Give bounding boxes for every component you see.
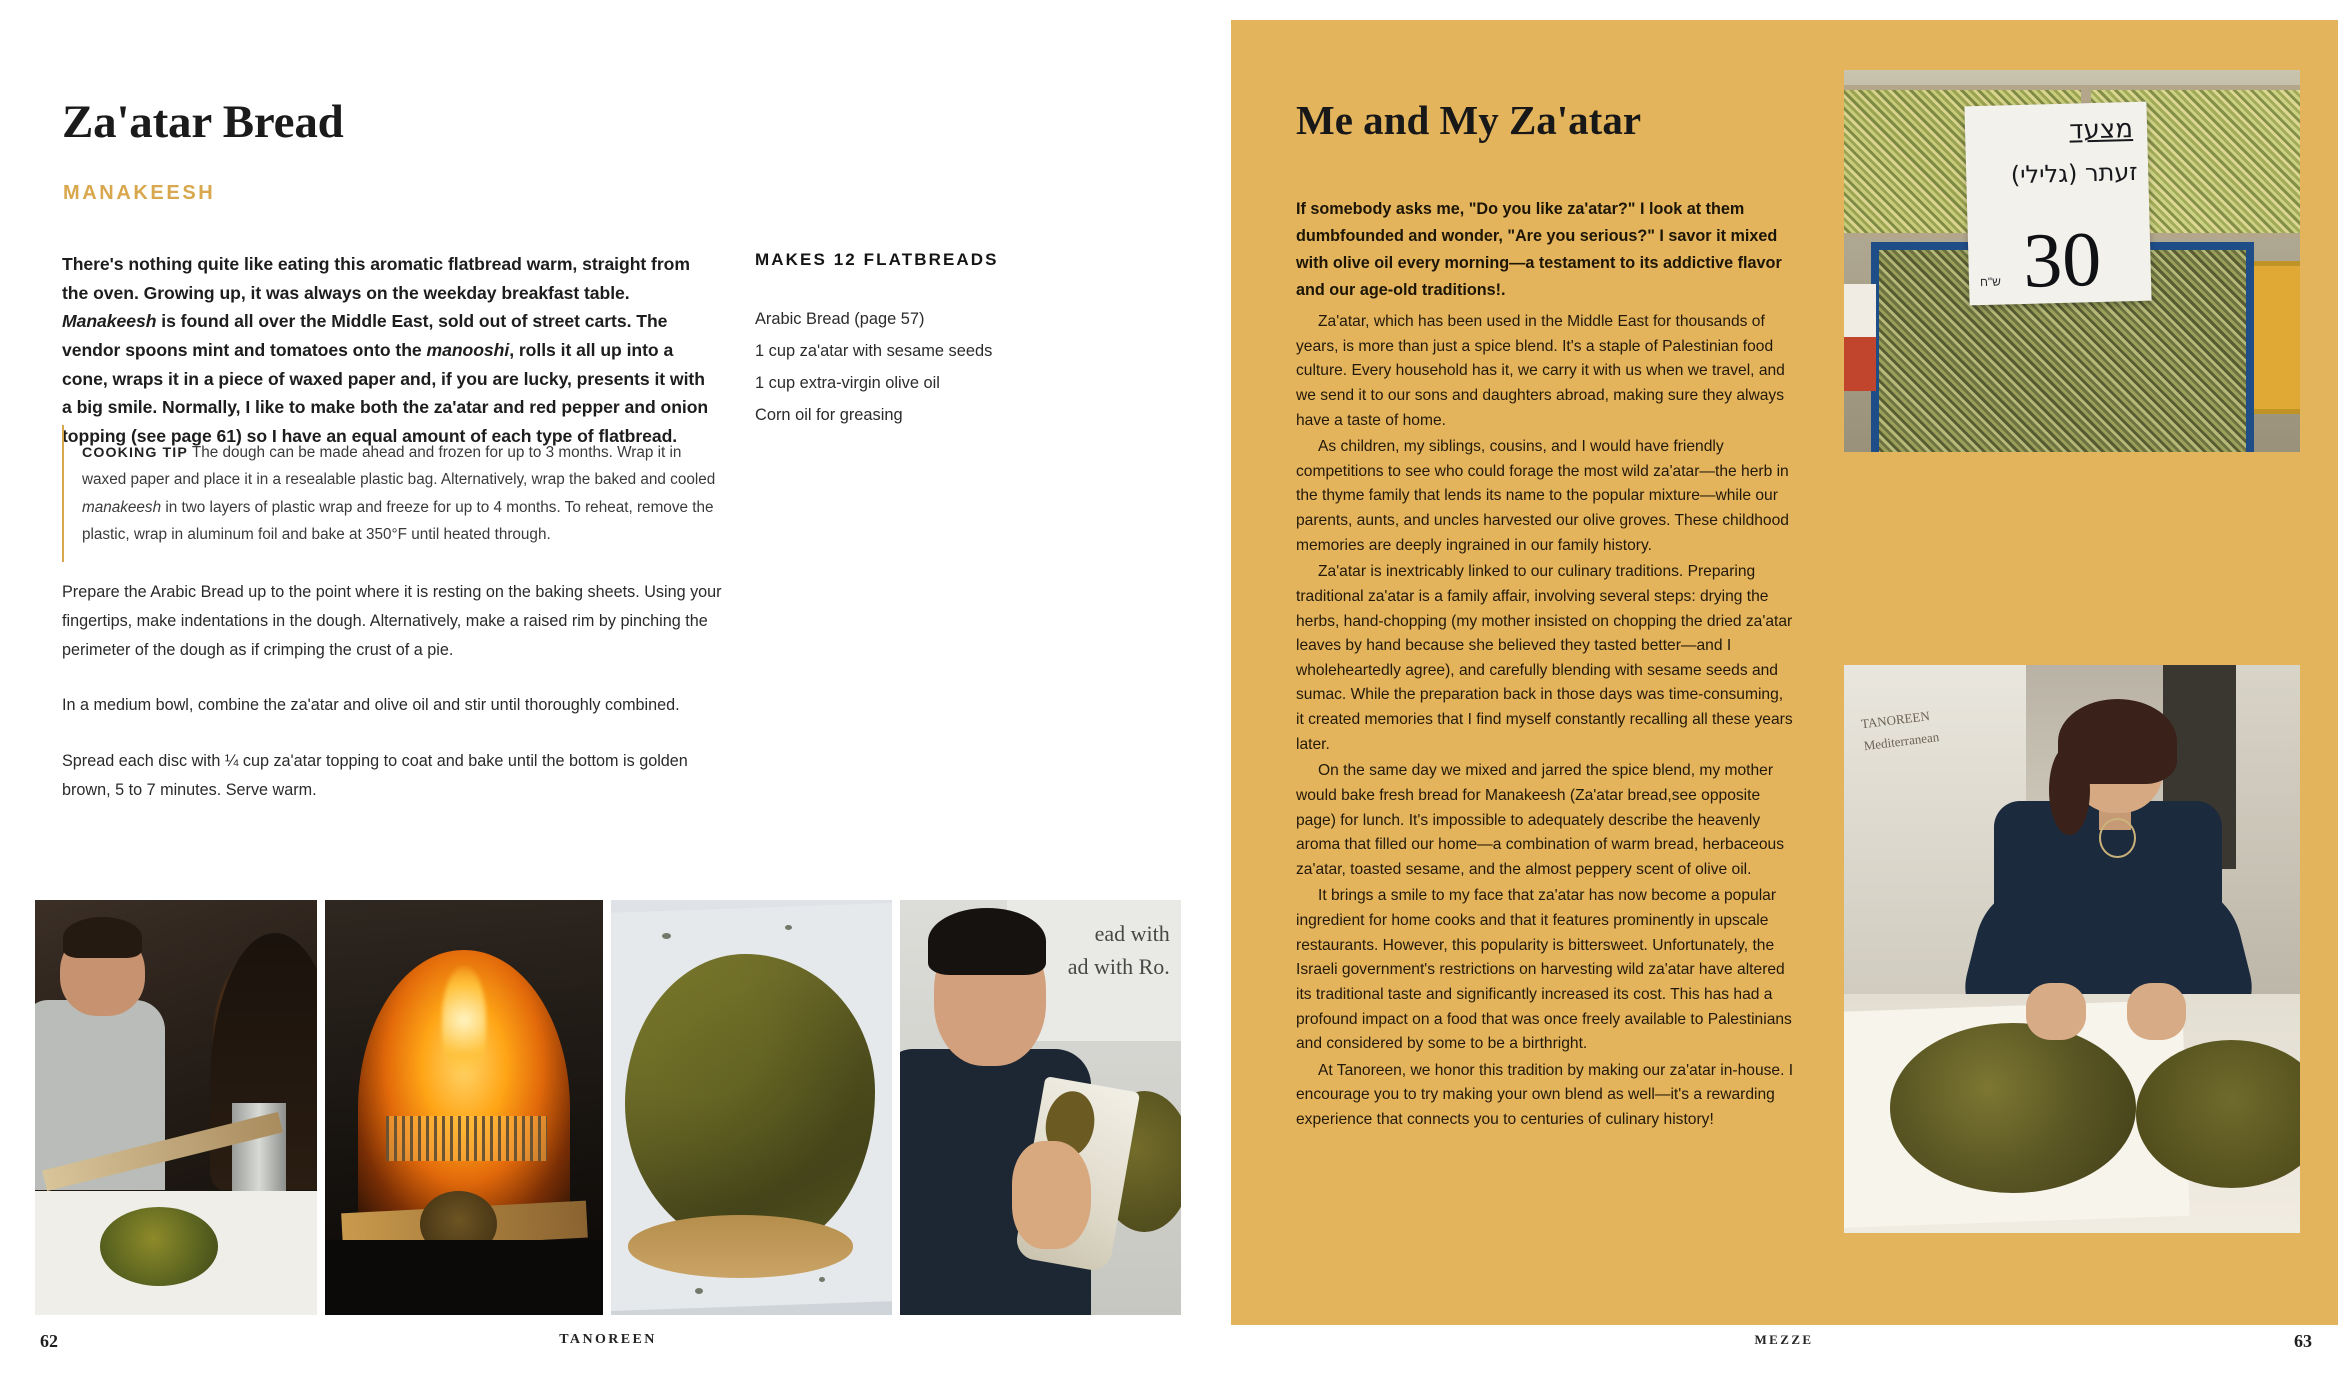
method-steps (62, 578, 722, 831)
essay-paragraph: As children, my siblings, cousins, and I would have friendly competitions to see who could forage the most wild za'atar—the herb in the thyme family that lends its name to the popular mixture—while our parents, aunts, and uncles harvested our olive groves. These childhood memories are deeply ingrained in our family history. (1296, 438, 1789, 554)
price-sign-line-2: זעתר (גלילי) (2010, 157, 2139, 190)
recipe-intro (62, 250, 712, 451)
list-item: Corn oil for greasing (755, 405, 903, 424)
photo-spice-market-zaatar-trays (1844, 70, 2300, 452)
intro-part-1: There's nothing quite like eating this aromatic flatbread warm, straight from the oven. Growing up, it was always on the weekday breakfast table. (62, 254, 690, 303)
essay-paragraph: On the same day we mixed and jarred the spice blend, my mother would bake fresh bread for Manakeesh (Za'atar bread,see opposite page) for lunch. It's impossible to adequately describe the heavenly aroma that filled our home—a combination of warm bread, herbaceous za'atar, toasted sesame, and the almost peppery scent of olive oil. (1296, 762, 1784, 878)
intro-part-2: is found all over the Middle East, sold out of street carts. The vendor spoons mint and tomatoes onto the (62, 311, 668, 361)
cooking-tip-box (62, 425, 722, 562)
cooking-tip-body (82, 439, 722, 548)
handwritten-price-sign (1965, 102, 2153, 305)
photo-baker-sliding-flatbread-into-oven (35, 900, 317, 1315)
intro-part-3: , rolls it all up into a cone, wraps it in a piece of waxed paper and, if you are lucky, presents it with a big smile. Normally, I like to make both the za'atar and red pepper and onion topping (see page 61) so I have an equal amount of each type of flatbread. (62, 340, 709, 447)
price-sign-amount: 30 (2022, 214, 2103, 304)
running-head-right: MEZZE (1754, 1332, 1814, 1347)
photo-woman-preparing-zaatar-bread (1844, 665, 2300, 1233)
list-item: Arabic Bread (page 57) (755, 310, 925, 328)
list-item: 1 cup extra-virgin olive oil (755, 373, 940, 392)
running-head-left: TANOREEN (559, 1332, 657, 1347)
page-number-right: 63 (2294, 1331, 2312, 1351)
ingredient-list (755, 304, 1055, 432)
cooking-tip-part-2: in two layers of plastic wrap and freeze for up to 4 months. To reheat, remove the plastic, wrap in aluminum foil and bake at 350°F until heated through. (82, 498, 714, 543)
intro-italic-2: manooshi (426, 340, 510, 361)
method-step-2: In a medium bowl, combine the za'atar and olive oil and stir until thoroughly combined. (62, 696, 680, 715)
essay-body (1296, 310, 1794, 1135)
essay-paragraph: At Tanoreen, we honor this tradition by making our za'atar in-house. I encourage you to try making your own blend as well—it's a rewarding experience that connects you to centuries of culinary history! (1296, 1061, 1794, 1128)
page-number-left: 62 (40, 1331, 58, 1351)
price-sign-currency: ש"ח (1979, 274, 2002, 290)
price-sign-line-1: מצעד (2069, 114, 2134, 146)
background-sign-text: ead with ad with Ro. (1067, 920, 1170, 979)
essay-paragraph: Za'atar, which has been used in the Middle East for thousands of years, is more than just a spice blend. It's a staple of Palestinian food culture. Every household has it, we carry it with us when we travel, and we send it to our sons and daughters abroad, making sure they always have a taste of home. (1296, 313, 1785, 429)
right-page (1216, 0, 2352, 1400)
recipe-photo-strip (35, 900, 1181, 1315)
recipe-subtitle: MANAKEESH (63, 182, 216, 204)
cooking-tip-part-1: The dough can be made ahead and frozen for up to 3 months. Wrap it in waxed paper and place it in a resealable plastic bag. Alternatively, wrap the baked and cooled (82, 444, 716, 489)
essay-paragraph: It brings a smile to my face that za'atar has now become a popular ingredient for home cooks and that it features prominently in upscale restaurants. However, this popularity is bittersweet. Unfortunately, the Israeli government's restrictions on harvesting wild za'atar have altered its traditional taste and significantly increased its cost. This has had a profound impact on a food that was once freely available to Palestinians and considered by some to be a birthright. (1296, 887, 1792, 1053)
intro-italic-1: Manakeesh (62, 311, 157, 332)
photo-man-eating-zaatar-wrap (900, 900, 1181, 1315)
background-wall-text: TANOREEN Mediterranean (1860, 707, 1941, 754)
method-step-3: Spread each disc with ¼ cup za'atar topping to coat and bake until the bottom is golden brown, 5 to 7 minutes. Serve warm. (62, 751, 688, 799)
cooking-tip-label: COOKING TIP (82, 445, 188, 461)
cooking-tip-italic: manakeesh (82, 498, 162, 516)
method-step-1: Prepare the Arabic Bread up to the point where it is resting on the baking sheets. Using your fingertips, make indentations in the dough. Alternatively, make a raised rim by pinching the perimeter of the dough as if crimping the crust of a pie. (62, 583, 722, 660)
photo-wood-fired-oven-with-flames (325, 900, 603, 1315)
page-title: Za'atar Bread (62, 96, 344, 148)
yield-heading: MAKES 12 FLATBREADS (755, 250, 999, 269)
essay-title: Me and My Za'atar (1296, 97, 1642, 143)
photo-baked-zaatar-flatbread-on-paper (611, 900, 892, 1315)
essay-paragraph: Za'atar is inextricably linked to our culinary traditions. Preparing traditional za'atar is a family affair, involving several steps: drying the herbs, hand-chopping (my mother insisted on chopping the dried za'atar leaves by hand because she believed they tasted better—and I wholeheartedly agree), and carefully blending with sesame seeds and sumac. While the preparation back in those days was time-consuming, it created memories that I find myself constantly recalling all these years later. (1296, 563, 1793, 753)
yield-and-ingredients (755, 250, 1055, 432)
essay-lede: If somebody asks me, "Do you like za'atar?" I look at them dumbfounded and wonder, "Are you serious?" I savor it mixed with olive oil every morning—a testament to its addictive flavor and our age-old traditions!. (1296, 200, 1782, 299)
list-item: 1 cup za'atar with sesame seeds (755, 341, 993, 360)
